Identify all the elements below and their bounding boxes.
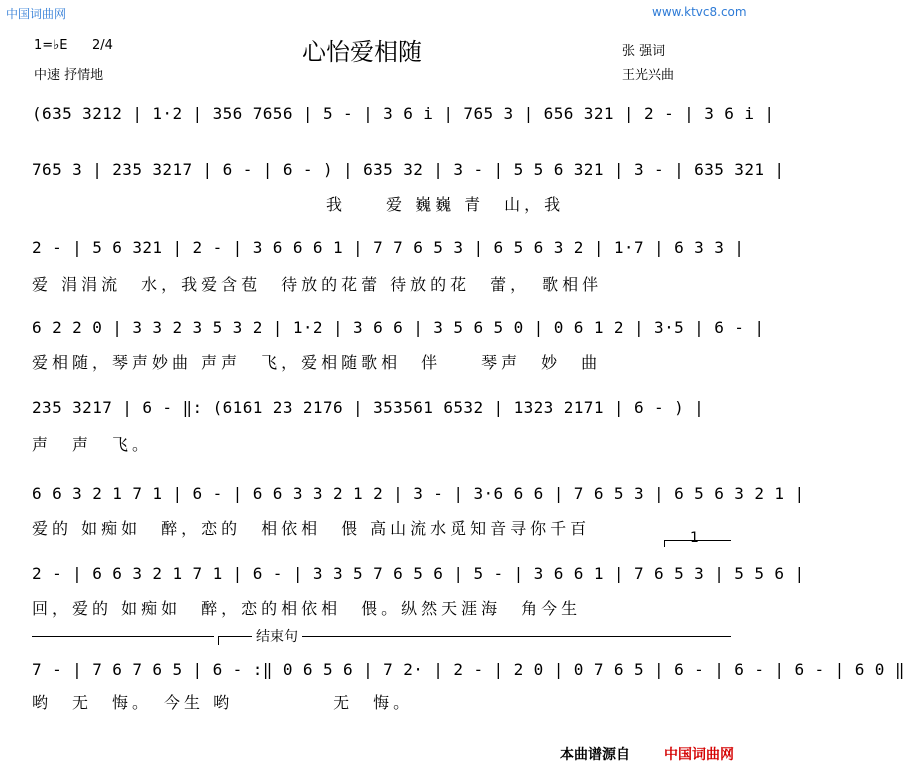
footer-brand-link[interactable]: 中国词曲网 bbox=[664, 747, 734, 763]
score-line-7-lyrics: 回，爱的 如痴如 醉，恋的相依相 偎。纵然天涯海 角今生 bbox=[32, 599, 582, 618]
volta-number: 1 bbox=[690, 530, 699, 546]
score-line-3-notes: 2 - | 5 6 321 | 2 - | 3 6 6 6 1 | 7 7 6 5 3 | 6 5 6 3 2 | 1·7 | 6 3 3 | bbox=[32, 238, 745, 257]
score-line-6-notes: 6 6 3 2 1 7 1 | 6 - | 6 6 3 3 2 1 2 | 3 - | 3·6 6 6 | 7 6 5 3 | 6 5 6 3 2 1 | bbox=[32, 484, 805, 503]
time-signature: 2/4 bbox=[92, 38, 113, 53]
score-line-5-lyrics: 声 声 飞。 bbox=[32, 435, 153, 454]
score-line-3-lyrics: 爱 涓涓流 水，我爱含苞 待放的花蕾 待放的花 蕾， 歌相伴 bbox=[32, 275, 603, 294]
lyricist-credit: 张 强词 bbox=[622, 44, 666, 59]
watermark-left: 中国词曲网 bbox=[6, 7, 67, 21]
footer-source-text: 本曲谱源自 bbox=[560, 747, 630, 763]
score-line-8-lyrics: 哟 无 悔。 今生 哟 无 悔。 bbox=[32, 693, 414, 712]
score-line-5-notes: 235 3217 | 6 - ‖: (6161 23 2176 | 353561 6532 | 1323 2171 | 6 - ) | bbox=[32, 398, 705, 417]
coda-label: 结束句 bbox=[252, 626, 302, 646]
tempo-marking: 中速 抒情地 bbox=[34, 68, 104, 83]
score-line-1-notes: (635 3212 | 1·2 | 356 7656 | 5 - | 3 6 i | 765 3 | 656 321 | 2 - | 3 6 i | bbox=[32, 104, 775, 123]
score-line-7-notes: 2 - | 6 6 3 2 1 7 1 | 6 - | 3 3 5 7 6 5 6 | 5 - | 3 6 6 1 | 7 6 5 3 | 5 5 6 | bbox=[32, 564, 805, 583]
score-line-8-notes: 7 - | 7 6 7 6 5 | 6 - :‖ 0 6 5 6 | 7 2· | 2 - | 2 0 | 0 7 6 5 | 6 - | 6 - | 6 - | 6 0 ‖ bbox=[32, 660, 905, 679]
first-ending-line bbox=[32, 636, 214, 637]
score-line-6-lyrics: 爱的 如痴如 醉，恋的 相依相 偎 高山流水觅知音寻你千百 bbox=[32, 519, 591, 538]
score-line-4-notes: 6 2 2 0 | 3 3 2 3 5 3 2 | 1·2 | 3 6 6 | 3 5 6 5 0 | 0 6 1 2 | 3·5 | 6 - | bbox=[32, 318, 765, 337]
score-line-2-notes: 765 3 | 235 3217 | 6 - | 6 - ) | 635 32 | 3 - | 5 5 6 321 | 3 - | 635 321 | bbox=[32, 160, 785, 179]
composer-credit: 王光兴曲 bbox=[622, 68, 675, 83]
score-line-2-lyrics: 我 爱 巍巍 青 山，我 bbox=[326, 195, 565, 214]
watermark-right: www.ktvc8.com bbox=[652, 5, 747, 19]
score-line-4-lyrics: 爱相随，琴声妙曲 声声 飞，爱相随歌相 伴 琴声 妙 曲 bbox=[32, 353, 602, 372]
key-signature: 1=♭E bbox=[34, 38, 68, 53]
song-title: 心怡爱相随 bbox=[302, 38, 422, 66]
